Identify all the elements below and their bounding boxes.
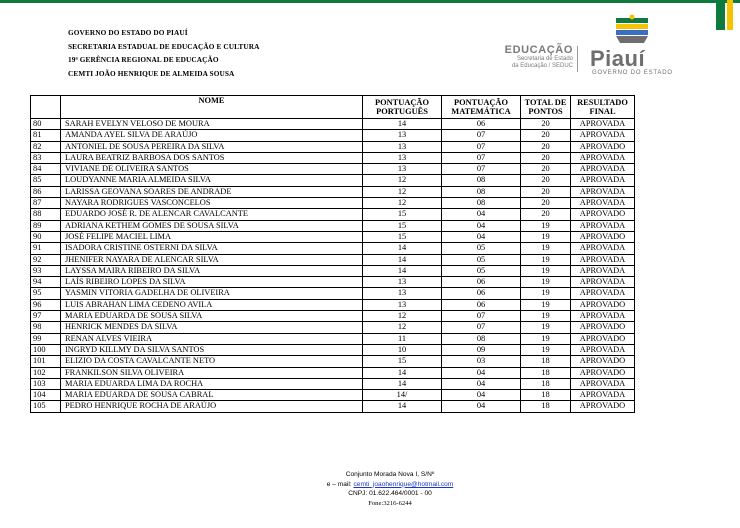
row-index: 94 [31,277,61,288]
score-matematica: 07 [442,141,521,152]
student-name: JHENIFER NAYARA DE ALENCAR SILVA [61,254,363,265]
final-result: APROVADA [571,175,635,186]
total-points: 20 [521,209,571,220]
header-nome: NOME [61,96,363,119]
total-points: 19 [521,299,571,310]
seduc-logo [478,44,573,69]
table-row [31,164,635,175]
total-points: 19 [521,333,571,344]
table-row [31,175,635,186]
header-portugues: PONTUAÇÃO PORTUGUÊS [363,96,442,119]
footer-cnpj: CNPJ: 01.622.464/0001 - 00 [348,490,432,498]
score-matematica: 06 [442,299,521,310]
total-points: 18 [521,401,571,412]
final-result: APROVADA [571,130,635,141]
final-result: APROVADA [571,152,635,163]
row-index: 87 [31,198,61,209]
score-matematica: 07 [442,322,521,333]
row-index: 101 [31,356,61,367]
score-portugues: 12 [363,175,442,186]
final-result: APROVADO [571,322,635,333]
student-name: YASMIN VITORIA GADELHA DE OLIVEIRA [61,288,363,299]
score-matematica: 05 [442,265,521,276]
score-matematica: 08 [442,175,521,186]
score-matematica: 05 [442,243,521,254]
score-matematica: 04 [442,220,521,231]
table-row [31,344,635,355]
final-result: APROVADO [571,401,635,412]
score-portugues: 10 [363,344,442,355]
score-portugues: 12 [363,186,442,197]
score-portugues: 14 [363,254,442,265]
table-row [31,152,635,163]
score-matematica: 05 [442,254,521,265]
table-row [31,186,635,197]
score-portugues: 15 [363,231,442,242]
row-index: 95 [31,288,61,299]
row-index: 100 [31,344,61,355]
score-portugues: 15 [363,356,442,367]
row-index: 92 [31,254,61,265]
score-portugues: 13 [363,288,442,299]
score-matematica: 07 [442,152,521,163]
score-portugues: 13 [363,277,442,288]
score-matematica: 04 [442,231,521,242]
final-result: APROVADA [571,288,635,299]
score-matematica: 08 [442,333,521,344]
row-index: 82 [31,141,61,152]
row-index: 103 [31,378,61,389]
final-result: APROVADA [571,254,635,265]
table-row [31,198,635,209]
table-row [31,367,635,378]
score-matematica: 04 [442,209,521,220]
row-index: 83 [31,152,61,163]
table-row [31,322,635,333]
score-portugues: 13 [363,130,442,141]
piaui-logo-word: Piauí [590,46,646,71]
score-matematica: 08 [442,186,521,197]
table-row [31,119,635,130]
student-name: ELIZIO DA COSTA CAVALCANTE NETO [61,356,363,367]
header-total: TOTAL DE PONTOS [521,96,571,119]
logo-separator [577,46,578,72]
score-portugues: 11 [363,333,442,344]
header-line-regional: 19ª GERÊNCIA REGIONAL DE EDUCAÇÃO [68,55,219,65]
student-name: FRANKILSON SILVA OLIVEIRA [61,367,363,378]
final-result: APROVADA [571,378,635,389]
header-resultado: RESULTADO FINAL [571,96,635,119]
student-name: LOUDYANNE MARIA ALMEIDA SILVA [61,175,363,186]
row-index: 96 [31,299,61,310]
row-index: 105 [31,401,61,412]
total-points: 20 [521,152,571,163]
total-points: 19 [521,220,571,231]
student-name: LAURA BEATRIZ BARBOSA DOS SANTOS [61,152,363,163]
student-name: ADRIANA KETHEM GOMES DE SOUSA SILVA [61,220,363,231]
total-points: 19 [521,265,571,276]
final-result: APROVADO [571,141,635,152]
row-index: 90 [31,231,61,242]
row-index: 88 [31,209,61,220]
table-row [31,333,635,344]
score-portugues: 14 [363,401,442,412]
total-points: 19 [521,243,571,254]
score-portugues: 14 [363,243,442,254]
score-matematica: 06 [442,277,521,288]
total-points: 19 [521,344,571,355]
score-matematica: 04 [442,367,521,378]
total-points: 20 [521,130,571,141]
final-result: APROVADA [571,390,635,401]
header-index [31,96,61,119]
score-portugues: 14 [363,119,442,130]
student-name: LARISSA GEOVANA SOARES DE ANDRADE [61,186,363,197]
score-portugues: 13 [363,299,442,310]
final-result: APROVADO [571,299,635,310]
score-matematica: 08 [442,198,521,209]
corner-green-bar [716,0,725,30]
score-matematica: 04 [442,390,521,401]
header-matematica: PONTUAÇÃO MATEMÁTICA [442,96,521,119]
table-row [31,265,635,276]
score-portugues: 15 [363,209,442,220]
total-points: 19 [521,254,571,265]
seduc-logo-sub2: da Educação / SEDUC [511,62,573,69]
final-result: APROVADA [571,277,635,288]
final-result: APROVADO [571,231,635,242]
document-footer [300,470,480,508]
row-index: 99 [31,333,61,344]
score-matematica: 07 [442,130,521,141]
final-result: APROVADA [571,265,635,276]
student-name: NAYARA RODRIGUES VASCONCELOS [61,198,363,209]
student-name: INGRYD KILLMY DA SILVA SANTOS [61,344,363,355]
student-name: JOSÉ FELIPE MACIEL LIMA [61,231,363,242]
row-index: 97 [31,311,61,322]
document-header [68,26,260,81]
total-points: 20 [521,141,571,152]
student-name: ISADORA CRISTINE OSTERNI DA SILVA [61,243,363,254]
table-row [31,390,635,401]
student-name: PEDRO HENRIQUE ROCHA DE ARAÚJO [61,401,363,412]
score-portugues: 14 [363,265,442,276]
student-name: ANTONIEL DE SOUSA PEREIRA DA SILVA [61,141,363,152]
row-index: 98 [31,322,61,333]
total-points: 18 [521,367,571,378]
student-name: RENAN ALVES VIEIRA [61,333,363,344]
header-line-school: CEMTI JOÃO HENRIQUE DE ALMEIDA SOUSA [68,69,235,79]
score-matematica: 04 [442,378,521,389]
row-index: 89 [31,220,61,231]
score-portugues: 14/ [363,390,442,401]
student-name: VIVIANE DE OLIVEIRA SANTOS [61,164,363,175]
table-row [31,356,635,367]
total-points: 18 [521,390,571,401]
total-points: 19 [521,322,571,333]
piaui-emblem-icon [614,14,650,44]
table-row [31,299,635,310]
row-index: 102 [31,367,61,378]
score-portugues: 14 [363,378,442,389]
score-portugues: 15 [363,220,442,231]
row-index: 80 [31,119,61,130]
total-points: 20 [521,119,571,130]
student-name: SARAH EVELYN VELOSO DE MOURA [61,119,363,130]
student-name: MARIA EDUARDA DE SOUSA CABRAL [61,390,363,401]
student-name: MARIA EDUARDA DE SOUSA SILVA [61,311,363,322]
score-portugues: 12 [363,322,442,333]
top-green-stripe [0,0,740,3]
total-points: 20 [521,198,571,209]
total-points: 19 [521,288,571,299]
final-result: APROVADO [571,356,635,367]
piaui-government-logo [586,12,681,76]
final-result: APROVADA [571,119,635,130]
final-result: APROVADA [571,186,635,197]
final-result: APROVADO [571,209,635,220]
row-index: 81 [31,130,61,141]
student-name: MARIA EDUARDA LIMA DA ROCHA [61,378,363,389]
student-name: LAYSSA MAIRA RIBEIRO DA SILVA [61,265,363,276]
table-row [31,231,635,242]
student-name: LUIS ABRAHAN LIMA CEDENO AVILA [61,299,363,310]
table-header-row [31,96,635,119]
table-row [31,243,635,254]
student-name: AMANDA AYEL SILVA DE ARAÚJO [61,130,363,141]
table-row [31,141,635,152]
score-matematica: 04 [442,401,521,412]
row-index: 104 [31,390,61,401]
corner-yellow-bar [727,0,733,30]
footer-email-line [300,480,480,490]
total-points: 18 [521,378,571,389]
row-index: 84 [31,164,61,175]
score-portugues: 12 [363,311,442,322]
score-matematica: 03 [442,356,521,367]
table-row [31,288,635,299]
table-row [31,130,635,141]
piaui-logo-subtitle: GOVERNO DO ESTADO [592,70,673,76]
total-points: 20 [521,164,571,175]
footer-address: Conjunto Morada Nova I, S/Nº [345,471,435,478]
score-matematica: 07 [442,311,521,322]
footer-email-link[interactable]: cemti_joaohenrique@hotmail.com [353,480,454,488]
final-result: APROVADA [571,344,635,355]
table-row [31,277,635,288]
student-name: LAÍS RIBEIRO LOPES DA SILVA [61,277,363,288]
student-name: EDUARDO JOSÉ R. DE ALENCAR CAVALCANTE [61,209,363,220]
total-points: 19 [521,277,571,288]
score-matematica: 09 [442,344,521,355]
results-table [30,95,635,413]
score-portugues: 13 [363,164,442,175]
footer-phone: Fone:3216-6244 [368,499,412,507]
total-points: 19 [521,311,571,322]
header-line-secretariat: SECRETARIA ESTADUAL DE EDUCAÇÃO E CULTURA [68,41,260,51]
final-result: APROVADA [571,311,635,322]
seduc-logo-sub1: Secretaria de Estado [516,56,573,62]
final-result: APROVADA [571,243,635,254]
table-body [31,119,635,413]
final-result: APROVADA [571,164,635,175]
row-index: 93 [31,265,61,276]
score-portugues: 13 [363,141,442,152]
table-row [31,378,635,389]
score-portugues: 13 [363,152,442,163]
header-line-government: GOVERNO DO ESTADO DO PIAUÍ [68,28,188,37]
total-points: 19 [521,231,571,242]
row-index: 86 [31,186,61,197]
score-portugues: 14 [363,367,442,378]
total-points: 20 [521,186,571,197]
table-row [31,311,635,322]
row-index: 91 [31,243,61,254]
total-points: 20 [521,175,571,186]
score-matematica: 06 [442,288,521,299]
student-name: HENRICK MENDES DA SILVA [61,322,363,333]
final-result: APROVADO [571,367,635,378]
table-row [31,254,635,265]
score-portugues: 12 [363,198,442,209]
table-row [31,220,635,231]
total-points: 18 [521,356,571,367]
table-row [31,209,635,220]
score-matematica: 06 [442,119,521,130]
seduc-logo-title: EDUCAÇÃO [504,44,573,56]
final-result: APROVADA [571,198,635,209]
final-result: APROVADO [571,333,635,344]
score-matematica: 07 [442,164,521,175]
footer-email-label: e – mail: [326,480,354,488]
table-row [31,401,635,412]
final-result: APROVADA [571,220,635,231]
row-index: 85 [31,175,61,186]
